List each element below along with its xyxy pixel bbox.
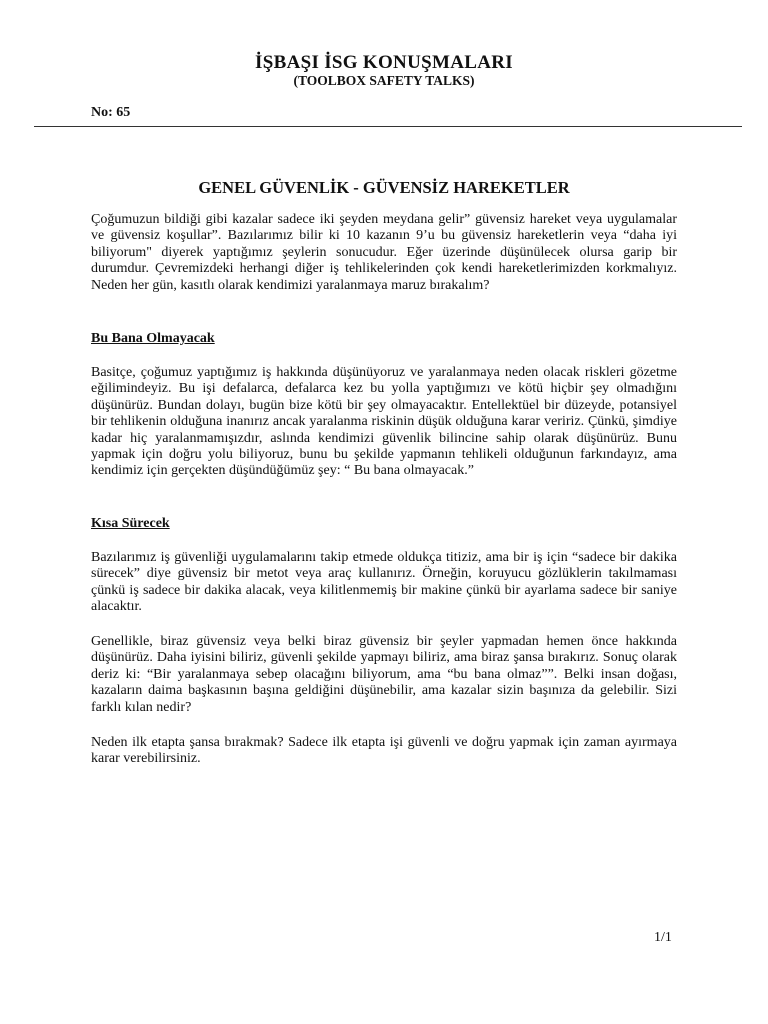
intro-paragraph: Çoğumuzun bildiği gibi kazalar sadece iki şeyden meydana gelir” güvensiz hareket veya uygulamalar ve güvensiz koşullar”. Bazılarımız bilir ki 10 kazanın 9’u bu güvensiz hareketlerin veya “daha iyi biliyorum" diyerek yaptığımız şeylerin sonucudur. Eğer üzerinde düşünülecek olursa garip bir durumdur. Çevremizdeki herhangi diğer iş tehlikelerinden çok kendi hareketlerimizden korkmalıyız. Neden her gün, kasıtlı olarak kendimizi yaralanmaya maruz bırakalım? xyxy=(91,212,677,293)
subheading-bu-bana-olmayacak: Bu Bana Olmayacak xyxy=(91,331,215,346)
paragraph-kisa-surecek-2: Genellikle, biraz güvensiz veya belki biraz güvensiz bir şeyler yapmadan hemen önce hakkında düşünürüz. Daha iyisini biliriz, güvenli şekilde yapmayı biliriz, ama biraz şansa bırakırız. Sonuç olarak deriz ki: “Bir yaralanmaya sebep olacağını biliyorum, ama “bu bana olmaz””. Belki insan doğası, kazaların daima başkasının başına geldiğini düşünebilir, ama kazalar sizin başınıza da gelebilir. Sizi farklı kılan nedir? xyxy=(91,634,677,715)
paragraph-kisa-surecek-1: Bazılarımız iş güvenliği uygulamalarını takip etmede oldukça titiziz, ama bir iş için “sadece bir dakika sürecek” diye güvensiz bir metot veya araç kullanırız. Örneğin, koruyucu gözlüklerin takılmaması çünkü iş sadece bir dakika alacak, veya kilitlenmemiş bir makine çünkü bir ayarlama sadece bir saniye alacaktır. xyxy=(91,550,677,615)
document-title: İŞBAŞI İSG KONUŞMALARI xyxy=(255,52,513,73)
page-number: 1/1 xyxy=(654,930,672,945)
document-subtitle: (TOOLBOX SAFETY TALKS) xyxy=(293,73,475,88)
talk-number: No: 65 xyxy=(91,105,131,120)
closing-paragraph: Neden ilk etapta şansa bırakmak? Sadece ilk etapta işi güvenli ve doğru yapmak için zaman ayırmaya karar verebilirsiniz. xyxy=(91,735,677,767)
subheading-kisa-surecek: Kısa Sürecek xyxy=(91,516,170,531)
paragraph-bu-bana-olmayacak: Basitçe, çoğumuz yaptığımız iş hakkında düşünüyoruz ve yaralanmaya neden olacak riskleri gözetme eğilimindeyiz. Bu işi defalarca, defalarca kez bu yolla yaptığımızı ve kötü hiçbir şey olmadığını düşünürüz. Bundan dolayı, bugün bize kötü bir şey olmayacaktır. Entellektüel bir düzeyde, potansiyel bir tehlikenin olduğuna inanırız ancak yaralanma riskinin düşük olduğuna karar veririz. Çünkü, şimdiye kadar hiç yaralanmamışızdır, aslında kendimizi güvenlik bilincine sahip olarak düşünürüz. Bunu yapmak için doğru yolu biliyoruz, bunu bu şekilde yapmanın tehlikeli olduğunun farkındayız, ama kendimiz için gerçekten düşündüğümüz şey: “ Bu bana olmayacak.” xyxy=(91,365,677,479)
header-divider xyxy=(34,126,742,127)
section-heading: GENEL GÜVENLİK - GÜVENSİZ HAREKETLER xyxy=(198,178,570,197)
